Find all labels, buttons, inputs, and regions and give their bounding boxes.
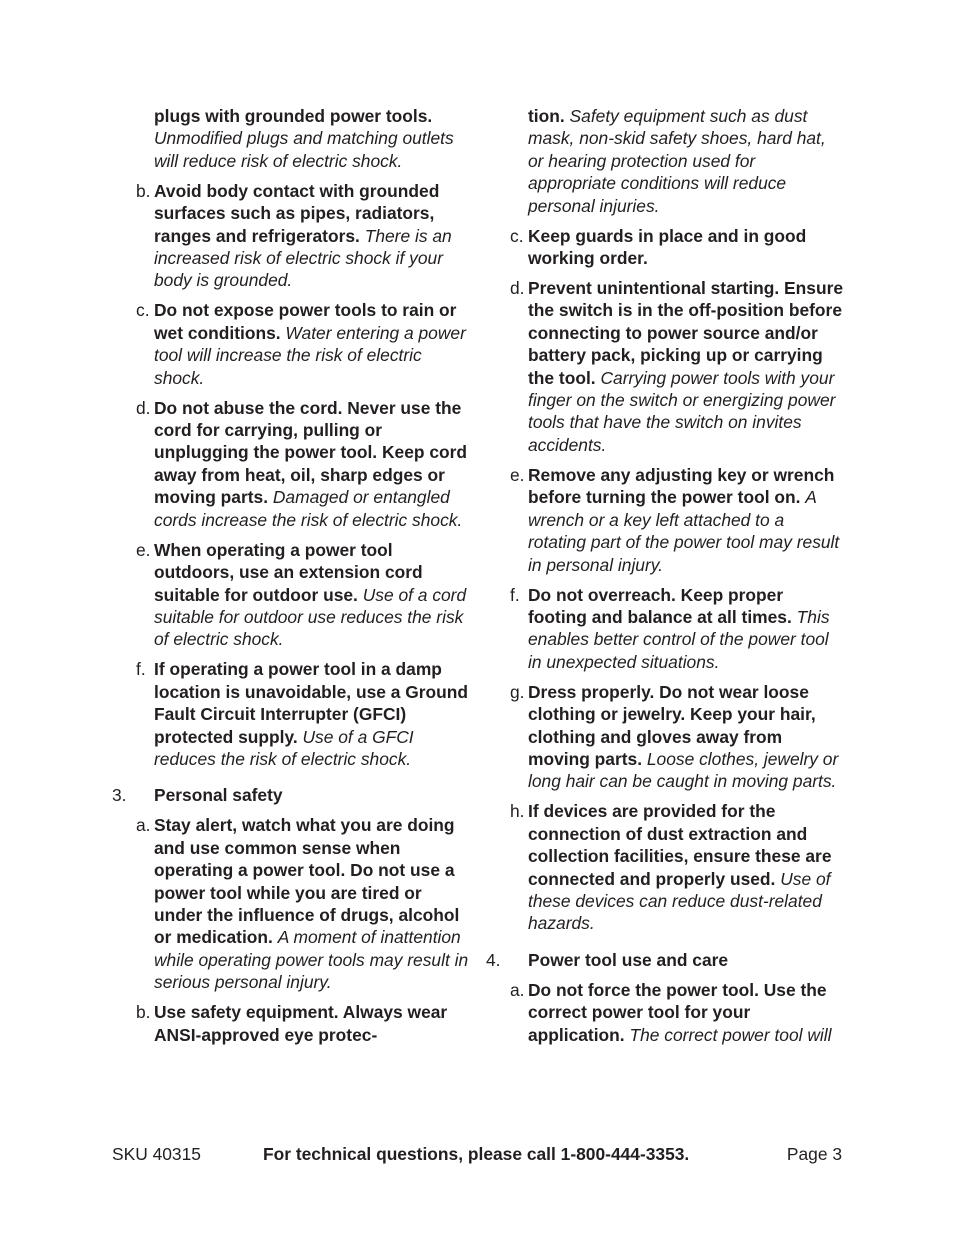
- page-footer: [112, 1142, 842, 1166]
- section-heading-power-tool-use: [486, 949, 846, 971]
- right-column: [486, 105, 846, 1054]
- technical-questions-line: For technical questions, please call 1-800-444-3353.: [263, 1144, 690, 1164]
- list-item-3h: h. If devices are provided for the connection of dust extraction and collection facilities, ensure these are connected and properly used. Use of these devices can reduce dust-related hazards.: [510, 801, 832, 934]
- item-label: b.: [136, 1002, 151, 1023]
- list-item-2d: d. Do not abuse the cord. Never use the cord for carrying, pulling or unplugging the power tool. Keep cord away from heat, oil, sharp edges or moving parts. Damaged or entangled cords increase the risk of electric shock.: [136, 397, 468, 530]
- list-item-3d: d. Prevent unintentional starting. Ensure the switch is in the off-position before connecting to power source and/or battery pack, picking up or carrying the tool. Carrying power tools with your finger on the switch or energizing power tools that have the switch on invites accidents.: [510, 278, 844, 455]
- section-title: Power tool use and care: [528, 949, 729, 970]
- sku-number: SKU 40315: [112, 1144, 201, 1164]
- item-label: b.: [136, 180, 151, 201]
- section-title: Personal safety: [154, 785, 283, 806]
- section-number: 3.: [112, 785, 127, 806]
- item-label: f.: [136, 659, 146, 680]
- continued-paragraph: plugs with grounded power tools. Unmodified plugs and matching outlets will reduce risk of electric shock.: [154, 106, 454, 171]
- left-column: [112, 105, 472, 1054]
- item-label: g.: [510, 681, 525, 702]
- item-label: d.: [510, 278, 525, 299]
- section-heading-personal-safety: [112, 784, 472, 806]
- list-item-3e: e. Remove any adjusting key or wrench before turning the power tool on. A wrench or a key left attached to a rotating part of the power tool may result in personal injury.: [510, 464, 840, 575]
- item-label: c.: [136, 300, 150, 321]
- list-item-4a: a. Do not force the power tool. Use the correct power tool for your application. The correct power tool will: [510, 979, 832, 1045]
- list-item-3f: f. Do not overreach. Keep proper footing and balance at all times. This enables better control of the power tool in unexpected situations.: [510, 584, 830, 672]
- list-item-3g: g. Dress properly. Do not wear loose clothing or jewelry. Keep your hair, clothing and gloves away from moving parts. Loose clothes, jewelry or long hair can be caught in moving parts.: [510, 681, 839, 792]
- list-item-3c: c. Keep guards in place and in good working order.: [510, 225, 807, 269]
- item-label: c.: [510, 225, 524, 246]
- page-number: Page 3: [786, 1144, 842, 1164]
- item-label: a.: [136, 815, 151, 836]
- list-item-2b: b. Avoid body contact with grounded surfaces such as pipes, radiators, ranges and refrigerators. There is an increased risk of electric shock if your body is grounded.: [136, 180, 452, 291]
- item-label: h.: [510, 801, 525, 822]
- item-label: e.: [510, 464, 525, 485]
- section-number: 4.: [486, 949, 501, 970]
- list-item-2e: e. When operating a power tool outdoors, use an extension cord suitable for outdoor use. Use of a cord suitable for outdoor use reduces the risk of electric shock.: [136, 539, 467, 650]
- item-label: a.: [510, 979, 525, 1000]
- item-label: d.: [136, 397, 151, 418]
- list-item-3a: a. Stay alert, watch what you are doing and use common sense when operating a power tool. Do not use a power tool while you are tired or under the influence of drugs, alcohol or medication. A moment of inattention while operating power tools may result in serious personal injury.: [136, 815, 469, 993]
- list-item-3b: b. Use safety equipment. Always wear ANSI-approved eye protec-: [136, 1002, 448, 1045]
- item-label: f.: [510, 584, 520, 605]
- continued-paragraph: tion. Safety equipment such as dust mask, non-skid safety shoes, hard hat, or hearing protection used for appropriate conditions will reduce personal injuries.: [528, 106, 826, 216]
- list-item-2f: f. If operating a power tool in a damp location is unavoidable, use a Ground Fault Circuit Interrupter (GFCI) protected supply. Use of a GFCI reduces the risk of electric shock.: [136, 659, 469, 769]
- list-item-2c: c. Do not expose power tools to rain or wet conditions. Water entering a power tool will increase the risk of electric shock.: [136, 300, 466, 388]
- item-label: e.: [136, 539, 151, 560]
